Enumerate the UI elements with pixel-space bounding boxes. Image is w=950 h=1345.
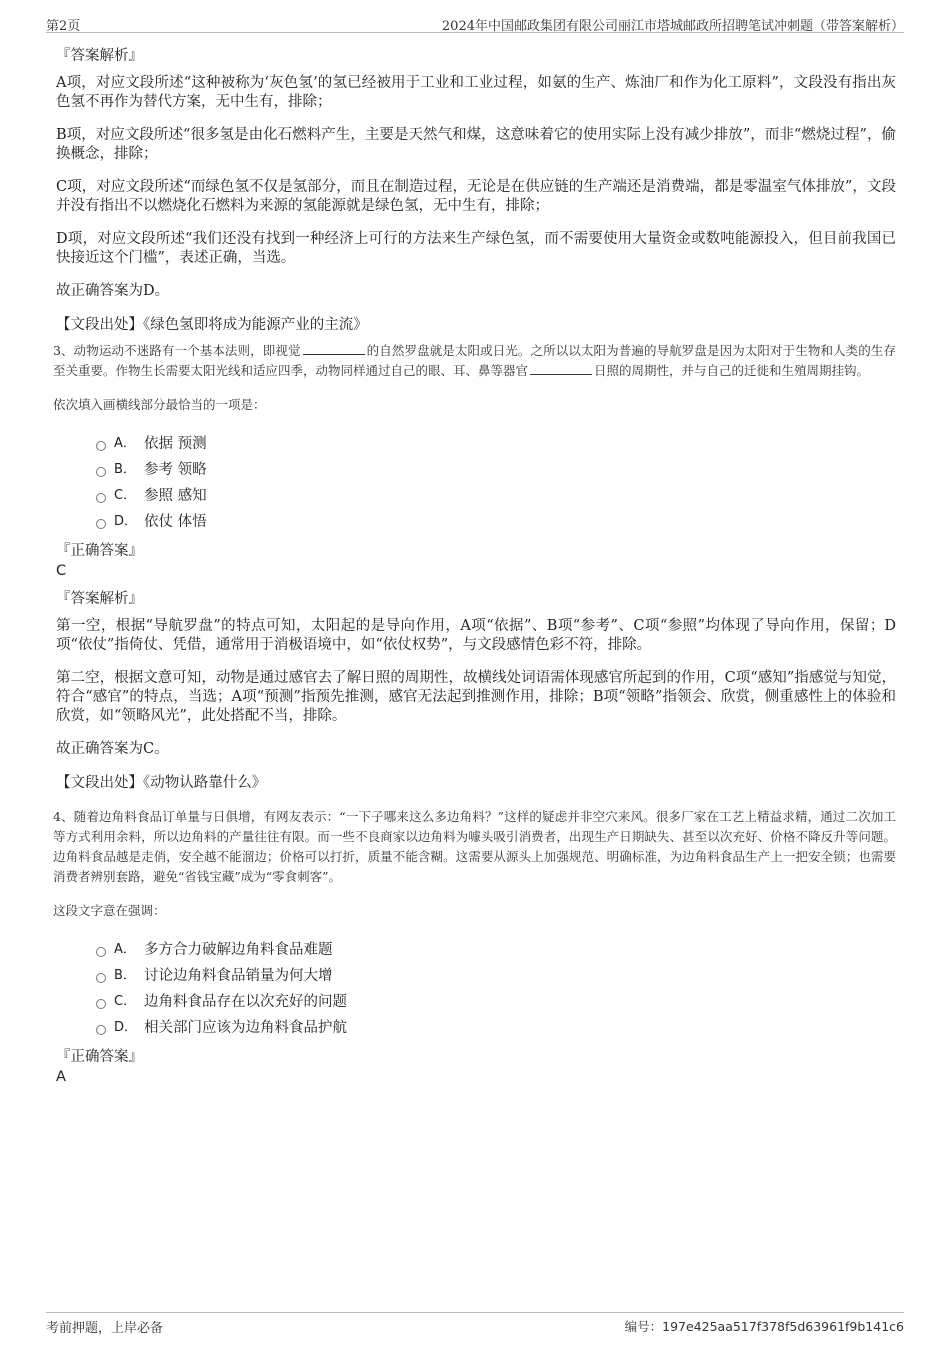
option-c[interactable]: C． 参照 感知	[96, 483, 896, 509]
radio-icon[interactable]	[96, 493, 106, 503]
option-a[interactable]: A． 多方合力破解边角料食品难题	[96, 937, 896, 963]
footer-slogan: 考前押题，上岸必备	[46, 1321, 164, 1336]
analysis-label: 『答案解析』	[56, 48, 143, 64]
question-4-options	[96, 937, 896, 1041]
option-d[interactable]: D． 相关部门应该为边角料食品护航	[96, 1015, 896, 1041]
question-3-text-a: 3、动物运动不迷路有一个基本法则，即视觉	[53, 343, 301, 358]
analysis-para-b: B项，对应文段所述“很多氢是由化石燃料产生，主要是天然气和煤，这意味着它的使用实际上没有减少排放”，而非“燃烧过程”，偷换概念，排除；	[56, 127, 896, 162]
question-3-text-c: 日照的周期性，并与自己的迁徙和生殖周期挂钩。	[594, 363, 870, 378]
correct-answer-label: 『正确答案』	[56, 543, 143, 559]
radio-icon[interactable]	[96, 999, 106, 1009]
radio-icon[interactable]	[96, 467, 106, 477]
option-b[interactable]: B． 参考 领略	[96, 457, 896, 483]
analysis-para-2: 第二空，根据文意可知，动物是通过感官去了解日照的周期性，故横线处词语需体现感官所起到的作用，C项“感知”指感觉与知觉，符合“感官”的特点，当选；A项“预测”指预先推测，感官无法起到推测作用，排除；B项“领略”指领会、欣赏，侧重感性上的体验和欣赏，如“领略风光”，此处搭配不当，排除。	[56, 670, 896, 724]
correct-answer-label: 『正确答案』	[56, 1049, 143, 1065]
radio-icon[interactable]	[96, 441, 106, 451]
correct-answer: C	[56, 563, 67, 579]
analysis-para-1: 第一空，根据“导航罗盘”的特点可知，太阳起的是导向作用，A项“依据”、B项“参考”、C项“参照”均体现了导向作用，保留；D项“依仗”指倚仗、凭借，通常用于消极语境中，如“依仗权势”，与文段感情色彩不符，排除。	[56, 618, 896, 653]
page-header	[46, 12, 904, 33]
radio-icon[interactable]	[96, 1025, 106, 1035]
blank-2	[530, 362, 592, 375]
analysis-conclusion: 故正确答案为D。	[56, 283, 170, 299]
radio-icon[interactable]	[96, 947, 106, 957]
question-3-prompt: 依次填入画横线部分最恰当的一项是：	[53, 397, 266, 412]
option-b[interactable]: B． 讨论边角料食品销量为何大增	[96, 963, 896, 989]
document-title: 2024年中国邮政集团有限公司丽江市塔城邮政所招聘笔试冲刺题（带答案解析）	[441, 19, 904, 34]
document-code-label: 编号：	[624, 1319, 663, 1334]
blank-1	[303, 342, 365, 355]
analysis-conclusion: 故正确答案为C。	[56, 741, 169, 757]
main-content	[53, 46, 896, 1095]
question-3	[53, 341, 896, 381]
correct-answer: A	[56, 1069, 66, 1085]
question-3-options	[96, 431, 896, 535]
page-number: 第2页	[46, 19, 81, 34]
analysis-para-c: C项，对应文段所述“而绿色氢不仅是氢部分，而且在制造过程，无论是在供应链的生产端还是消费端，都是零温室气体排放”，文段并没有指出不以燃烧化石燃料为来源的氢能源就是绿色氢，无中生有，排除；	[56, 179, 896, 214]
document-code-value: 197e425aa517f378f5d63961f9b141c6	[662, 1319, 904, 1334]
option-a[interactable]: A． 依据 预测	[96, 431, 896, 457]
source-citation: 【文段出处】《绿色氢即将成为能源产业的主流》	[56, 317, 368, 333]
source-citation: 【文段出处】《动物认路靠什么》	[56, 775, 267, 791]
option-d[interactable]: D． 依仗 体悟	[96, 509, 896, 535]
analysis-para-a: A项，对应文段所述“这种被称为‘灰色氢’的氢已经被用于工业和工业过程，如氨的生产、炼油厂和作为化工原料”，文段没有指出灰色氢不再作为替代方案，无中生有，排除；	[56, 75, 896, 110]
radio-icon[interactable]	[96, 973, 106, 983]
radio-icon[interactable]	[96, 519, 106, 529]
analysis-para-d: D项，对应文段所述“我们还没有找到一种经济上可行的方法来生产绿色氢，而不需要使用大量资金或数吨能源投入，但目前我国已快接近这个门槛”，表述正确，当选。	[56, 231, 896, 266]
question-4: 4、随着边角料食品订单量与日俱增，有网友表示：“一下子哪来这么多边角料？”这样的疑虑并非空穴来风。很多厂家在工艺上精益求精，通过二次加工等方式利用余料，所以边角料的产量往往有限。而一些不良商家以边角料为噱头吸引消费者，出现生产日期缺失、甚至以次充好、价格不降反升等问题。边角料食品越是走俏，安全越不能溜边；价格可以打折，质量不能含糊。这需要从源头上加强规范、明确标准，为边角料食品生产上一把安全锁；也需要消费者辨别套路，避免“省钱宝藏”成为“零食刺客”。	[53, 809, 896, 884]
document-code	[625, 1317, 904, 1335]
analysis-label: 『答案解析』	[56, 591, 143, 607]
page-footer	[46, 1312, 904, 1335]
question-4-prompt: 这段文字意在强调：	[53, 903, 166, 918]
question-3-text-b: 的自然罗盘就是太阳或日光。之所以以太阳为普遍的导航罗盘是因为太阳对于生物和人类的生存至关重要。作物生长需要太阳光线和适应四季，动物同样通过自己的眼、耳、鼻等器官	[53, 343, 896, 378]
option-c[interactable]: C． 边角料食品存在以次充好的问题	[96, 989, 896, 1015]
